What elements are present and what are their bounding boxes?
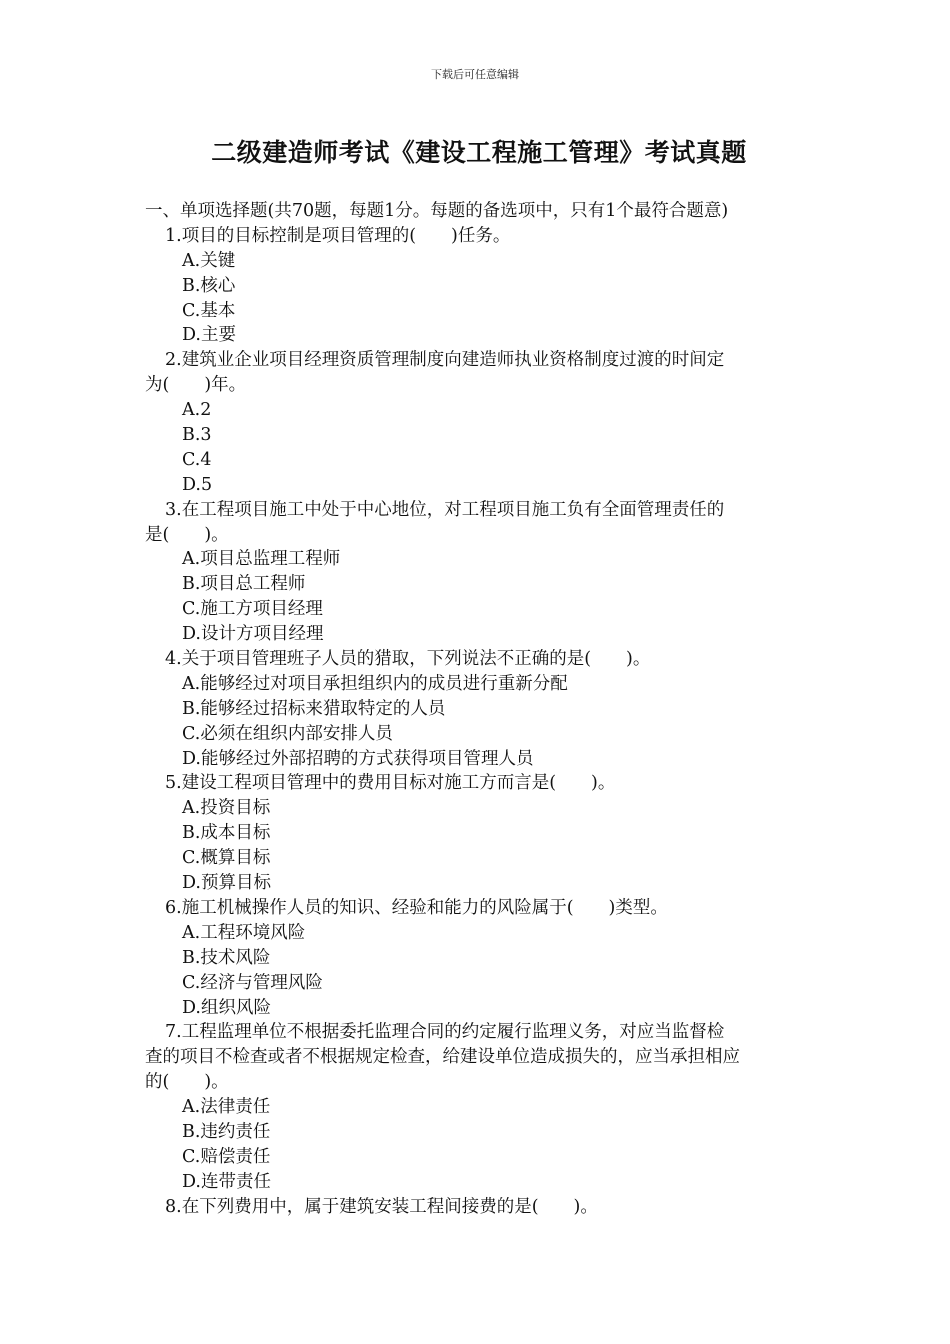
question-5 bbox=[145, 771, 800, 895]
question-stem: 4.关于项目管理班子人员的猎取，下列说法不正确的是( )。 bbox=[165, 649, 651, 670]
question-stem-continued: 是( )。 bbox=[145, 524, 229, 545]
option-a: A.项目总监理工程师 bbox=[182, 549, 341, 570]
question-stem: 2.建筑业企业项目经理资质管理制度向建造师执业资格制度过渡的时间定 bbox=[165, 350, 725, 371]
option-b: B.核心 bbox=[182, 275, 236, 296]
section-heading: 一、单项选择题(共70题，每题1分。每题的备选项中，只有1个最符合题意) bbox=[145, 201, 729, 221]
option-d: D.设计方项目经理 bbox=[182, 624, 324, 645]
option-c: C.概算目标 bbox=[182, 848, 271, 869]
question-stem-continued: 的( )。 bbox=[145, 1072, 229, 1093]
question-stem-continued: 为( )年。 bbox=[145, 375, 247, 396]
question-stem: 5.建设工程项目管理中的费用目标对施工方而言是( )。 bbox=[165, 773, 616, 794]
option-a: A.投资目标 bbox=[182, 798, 271, 819]
question-stem: 3.在工程项目施工中处于中心地位，对工程项目施工负有全面管理责任的 bbox=[165, 499, 725, 520]
option-c: C.4 bbox=[182, 449, 212, 470]
question-stem-continued: 查的项目不检查或者不根据规定检查，给建设单位造成损失的，应当承担相应 bbox=[145, 1047, 740, 1068]
question-7 bbox=[145, 1020, 800, 1194]
option-a: A.工程环境风险 bbox=[182, 922, 306, 943]
option-c: C.必须在组织内部安排人员 bbox=[182, 723, 393, 744]
document-title: 二级建造师考试《建设工程施工管理》考试真题 bbox=[211, 138, 747, 167]
option-c: C.经济与管理风险 bbox=[182, 972, 323, 993]
option-c: C.基本 bbox=[182, 300, 236, 321]
option-d: D.预算目标 bbox=[182, 873, 271, 894]
question-1 bbox=[145, 224, 800, 348]
question-8 bbox=[145, 1195, 800, 1220]
question-stem: 8.在下列费用中，属于建筑安装工程间接费的是( )。 bbox=[165, 1196, 598, 1217]
option-a: A.法律责任 bbox=[182, 1097, 271, 1118]
option-b: B.违约责任 bbox=[182, 1121, 271, 1142]
option-d: D.连带责任 bbox=[182, 1171, 271, 1192]
option-a: A.能够经过对项目承担组织内的成员进行重新分配 bbox=[182, 673, 568, 694]
option-a: A.关键 bbox=[182, 250, 236, 271]
option-b: B.项目总工程师 bbox=[182, 574, 306, 595]
question-stem: 1.项目的目标控制是项目管理的( )任务。 bbox=[165, 225, 511, 246]
option-b: B.能够经过招标来猎取特定的人员 bbox=[182, 698, 446, 719]
option-d: D.组织风险 bbox=[182, 997, 271, 1018]
option-c: C.赔偿责任 bbox=[182, 1146, 271, 1167]
question-2 bbox=[145, 348, 800, 497]
option-b: B.成本目标 bbox=[182, 823, 271, 844]
question-stem: 7.工程监理单位不根据委托监理合同的约定履行监理义务，对应当监督检 bbox=[165, 1022, 725, 1043]
option-c: C.施工方项目经理 bbox=[182, 599, 323, 620]
header-note: 下载后可任意编辑 bbox=[431, 68, 519, 81]
option-b: B.3 bbox=[182, 425, 212, 446]
question-4 bbox=[145, 647, 800, 771]
question-3 bbox=[145, 498, 800, 647]
option-d: D.主要 bbox=[182, 325, 236, 346]
option-d: D.5 bbox=[182, 474, 213, 495]
option-d: D.能够经过外部招聘的方式获得项目管理人员 bbox=[182, 748, 534, 769]
question-6 bbox=[145, 896, 800, 1020]
document-body bbox=[145, 199, 800, 1220]
question-stem: 6.施工机械操作人员的知识、经验和能力的风险属于( )类型。 bbox=[165, 897, 668, 918]
option-b: B.技术风险 bbox=[182, 947, 271, 968]
option-a: A.2 bbox=[182, 400, 212, 421]
